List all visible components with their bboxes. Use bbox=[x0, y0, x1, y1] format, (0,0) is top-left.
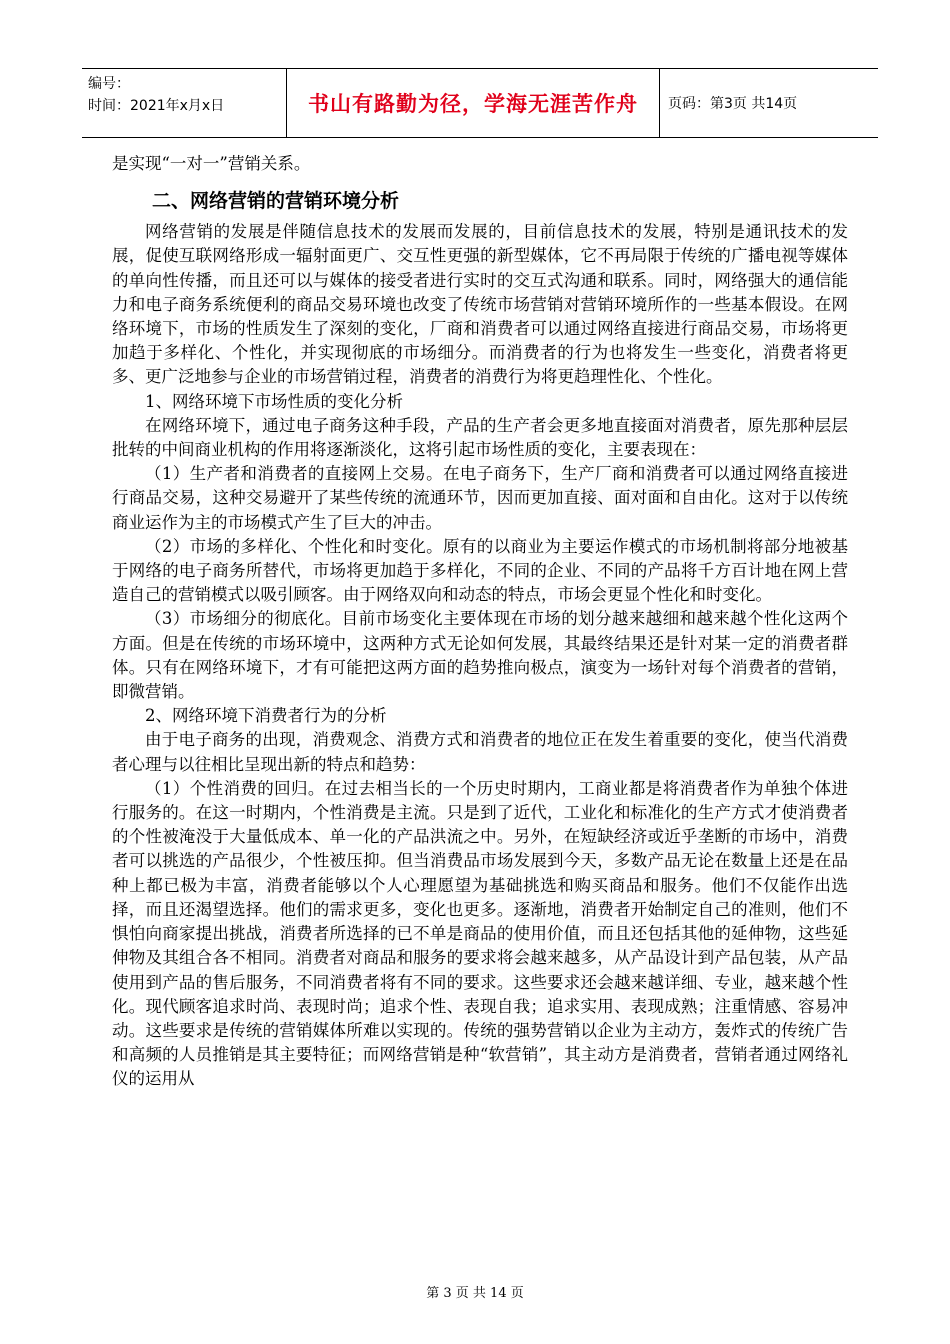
section-title: 二、网络营销的营销环境分析 bbox=[152, 190, 400, 213]
list-item: （2）市场的多样化、个性化和时变化。原有的以商业为主要运作模式的市场机制将部分地被基于网络的电子商务所替代，市场将更加趋于多样化，不同的企业、不同的产品将千方百计地在网上营造自己的营销模式以吸引顾客。由于网络双向和动态的特点，市场会更显个性化和时变化。 bbox=[112, 536, 848, 605]
header-motto: 书山有路勤为径，学海无涯苦作舟 bbox=[308, 92, 638, 116]
paragraph: 由于电子商务的出现，消费观念、消费方式和消费者的地位正在发生着重要的变化，使当代消费者心理与以往相比呈现出新的特点和趋势： bbox=[112, 730, 848, 774]
intro-tail: 是实现“一对一”营销关系。 bbox=[112, 154, 311, 173]
header-left-cell bbox=[82, 69, 286, 137]
list-item: （3）市场细分的彻底化。目前市场变化主要体现在市场的划分越来越细和越来越个性化这两个方面。但是在传统的市场环境中，这两种方式无论如何发展，其最终结果还是针对某一定的消费者群体。只有在网络环境下，才有可能把这两方面的趋势推向极点，演变为一场针对每个消费者的营销，即微营销。 bbox=[112, 609, 848, 702]
time-label: 时间：2021年x月x日 bbox=[88, 98, 225, 114]
page-footer: 第 3 页 共 14 页 bbox=[426, 1286, 524, 1301]
page-header bbox=[82, 68, 878, 138]
document-body bbox=[112, 152, 848, 1092]
paragraph: 在网络环境下，通过电子商务这种手段，产品的生产者会更多地直接面对消费者，原先那种层层批转的中间商业机构的作用将逐渐淡化，这将引起市场性质的变化，主要表现在： bbox=[112, 415, 848, 460]
list-item: （1）生产者和消费者的直接网上交易。在电子商务下，生产厂商和消费者可以通过网络直接进行商品交易，这种交易避开了某些传统的流通环节，因而更加直接、面对面和自由化。这对于以传统商业运作为主的市场模式产生了巨大的冲击。 bbox=[112, 464, 848, 532]
number-label: 编号： bbox=[88, 76, 130, 92]
paragraph: 网络营销的发展是伴随信息技术的发展而发展的，目前信息技术的发展，特别是通讯技术的发展，促使互联网络形成一辐射面更广、交互性更强的新型媒体，它不再局限于传统的广播电视等媒体的单向性传播，而且还可以与媒体的接受者进行实时的交互式沟通和联系。同时，网络强大的通信能力和电子商务系统便利的商品交易环境也改变了传统市场营销对营销环境所作的一些基本假设。在网络环境下，市场的性质发生了深刻的变化，厂商和消费者可以通过网络直接进行商品交易，市场将更加趋于多样化、个性化，并实现彻底的市场细分。而消费者的行为也将发生一些变化，消费者将更多、更广泛地参与企业的市场营销过程，消费者的消费行为将更趋理性化、个性化。 bbox=[112, 222, 848, 387]
subheading: 1、网络环境下市场性质的变化分析 bbox=[145, 391, 403, 411]
list-item: （1）个性消费的回归。在过去相当长的一个历史时期内，工商业都是将消费者作为单独个体进行服务的。在这一时期内，个性消费是主流。只是到了近代，工业化和标准化的生产方式才使消费者的个性被淹没于大量低成本、单一化的产品洪流之中。另外，在短缺经济或近乎垄断的市场中，消费者可以挑选的产品很少，个性被压抑。但当消费品市场发展到今天，多数产品无论在数量上还是在品种上都已极为丰富，消费者能够以个人心理愿望为基础挑选和购买商品和服务。他们不仅能作出选择，而且还渴望选择。他们的需求更多，变化也更多。逐渐地，消费者开始制定自己的准则，他们不惧怕向商家提出挑战，消费者所选择的已不单是商品的使用价值，而且还包括其他的延伸物，这些延伸物及其组合各不相同。消费者对商品和服务的要求将会越来越多，从产品设计到产品包装，从产品使用到产品的售后服务，不同消费者将有不同的要求。这些要求还会越来越详细、专业，越来越个性化。现代顾客追求时尚、表现时尚；追求个性、表现自我；追求实用、表现成熟；注重情感、容易冲动。这些要求是传统的营销媒体所难以实现的。传统的强势营销以企业为主动方，轰炸式的传统广告和高频的人员推销是其主要特征；而网络营销是种“软营销”，其主动方是消费者，营销者通过网络礼仪的运用从 bbox=[112, 778, 848, 1089]
header-motto-cell bbox=[286, 69, 660, 137]
subheading: 2、网络环境下消费者行为的分析 bbox=[145, 706, 387, 726]
header-right-cell bbox=[660, 69, 878, 137]
page-number-label: 页码：第3页 共14页 bbox=[668, 96, 798, 112]
